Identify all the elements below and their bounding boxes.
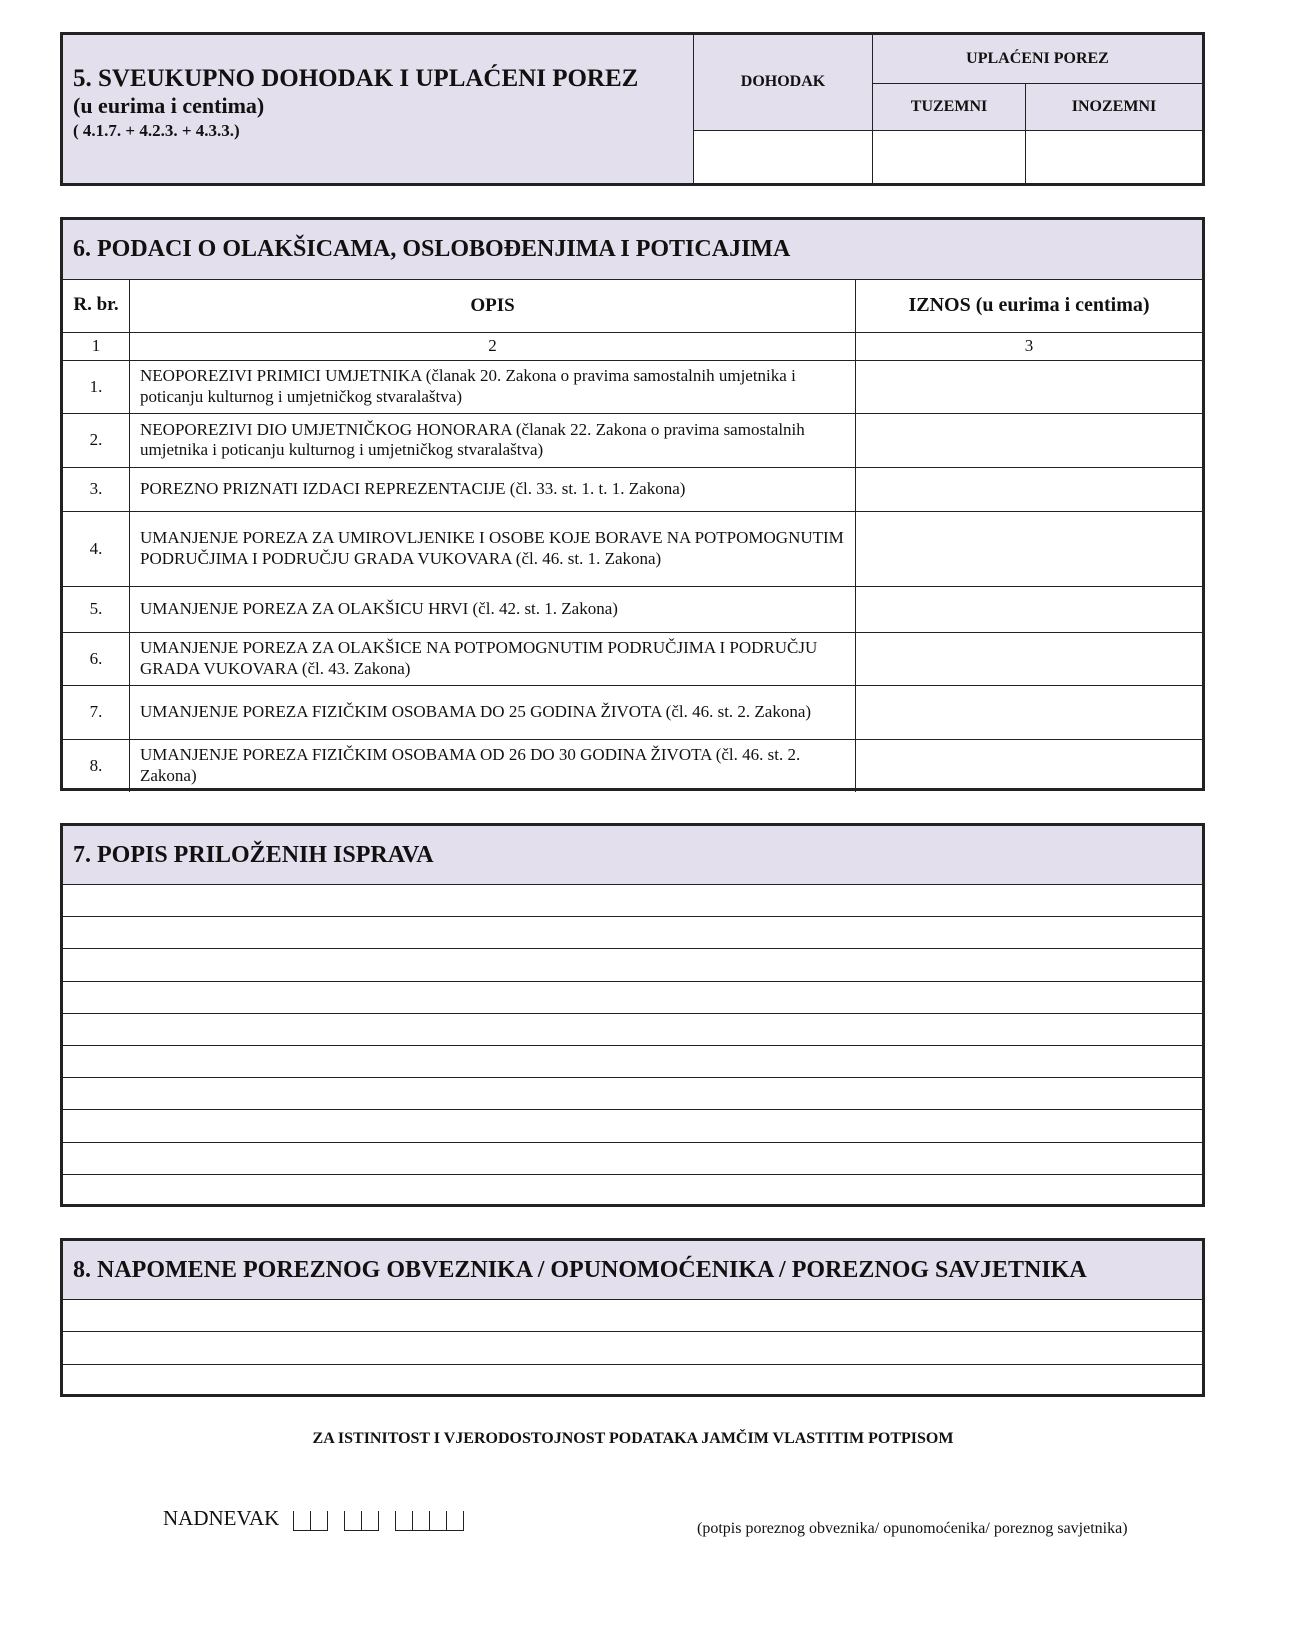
col-opis: OPIS: [130, 280, 856, 332]
date-digit-box[interactable]: [311, 1511, 328, 1531]
col-number: 2: [130, 332, 856, 360]
row-amount-input[interactable]: [856, 685, 1203, 739]
tuzemni-header: TUZEMNI: [873, 83, 1026, 130]
entry-line[interactable]: [63, 1300, 1202, 1332]
tuzemni-input[interactable]: [873, 130, 1026, 183]
entry-line[interactable]: [63, 1110, 1202, 1142]
section-5-subtitle: (u eurima i centima): [73, 93, 265, 118]
date-digit-box[interactable]: [294, 1511, 311, 1531]
row-description: UMANJENJE POREZA ZA OLAKŠICU HRVI (čl. 42. st. 1. Zakona): [130, 586, 856, 632]
row-number: 2.: [63, 413, 130, 467]
statement: ZA ISTINITOST I VJERODOSTOJNOST PODATAKA JAMČIM VLASTITIM POTPISOM: [312, 1430, 954, 1447]
dohodak-input[interactable]: [694, 130, 873, 183]
uplaceni-porez-header: UPLAĆENI POREZ: [873, 35, 1203, 83]
table-row: [63, 632, 1202, 685]
table-row: [63, 685, 1202, 739]
entry-line[interactable]: [63, 1332, 1202, 1364]
section-7-title: 7. POPIS PRILOŽENIH ISPRAVA: [63, 826, 1202, 885]
row-number: 4.: [63, 511, 130, 586]
table-row: [63, 586, 1202, 632]
section-5-formula: ( 4.1.7. + 4.2.3. + 4.3.3.): [73, 121, 240, 140]
row-amount-input[interactable]: [856, 586, 1203, 632]
row-amount-input[interactable]: [856, 511, 1203, 586]
section-5: [60, 32, 1205, 186]
row-number: 7.: [63, 685, 130, 739]
table-row: [63, 360, 1202, 413]
row-amount-input[interactable]: [856, 413, 1203, 467]
col-iznos: IZNOS (u eurima i centima): [856, 280, 1203, 332]
date-digit-box[interactable]: [345, 1511, 362, 1531]
date-input[interactable]: [293, 1511, 480, 1531]
date-row: [163, 1506, 480, 1531]
section-5-title: 5. SVEUKUPNO DOHODAK I UPLAĆENI POREZ: [73, 65, 639, 92]
entry-line[interactable]: [63, 949, 1202, 981]
signature-caption: (potpis poreznog obveznika/ opunomoćenika/ poreznog savjetnika): [697, 1520, 1128, 1537]
row-description: UMANJENJE POREZA ZA OLAKŠICE NA POTPOMOGNUTIM PODRUČJIMA I PODRUČJU GRADA VUKOVARA (čl. 43. Zakona): [130, 632, 856, 685]
row-number: 5.: [63, 586, 130, 632]
row-number: 6.: [63, 632, 130, 685]
inozemni-input[interactable]: [1026, 130, 1203, 183]
entry-line[interactable]: [63, 1143, 1202, 1175]
entry-line[interactable]: [63, 1365, 1202, 1397]
date-digit-box[interactable]: [413, 1511, 430, 1531]
date-label: NADNEVAK: [163, 1506, 280, 1530]
row-number: 8.: [63, 739, 130, 792]
date-digit-box[interactable]: [396, 1511, 413, 1531]
table-row: [63, 511, 1202, 586]
row-number: 3.: [63, 467, 130, 511]
entry-line[interactable]: [63, 1014, 1202, 1046]
section-6: [60, 217, 1205, 791]
row-number: 1.: [63, 360, 130, 413]
table-row: [63, 467, 1202, 511]
row-description: UMANJENJE POREZA ZA UMIROVLJENIKE I OSOBE KOJE BORAVE NA POTPOMOGNUTIM PODRUČJIMA I PODRUČJU GRADA VUKOVARA (čl. 46. st. 1. Zakona): [130, 511, 856, 586]
row-amount-input[interactable]: [856, 739, 1203, 792]
row-description: UMANJENJE POREZA FIZIČKIM OSOBAMA OD 26 DO 30 GODINA ŽIVOTA (čl. 46. st. 2. Zakona): [130, 739, 856, 792]
row-description: UMANJENJE POREZA FIZIČKIM OSOBAMA DO 25 GODINA ŽIVOTA (čl. 46. st. 2. Zakona): [130, 685, 856, 739]
entry-line[interactable]: [63, 885, 1202, 917]
row-description: NEOPOREZIVI DIO UMJETNIČKOG HONORARA (članak 22. Zakona o pravima samostalnih umjetnika i poticanju kulturnog i umjetničkog stvaralaštva): [130, 413, 856, 467]
entry-line[interactable]: [63, 1046, 1202, 1078]
row-description: NEOPOREZIVI PRIMICI UMJETNIKA (članak 20. Zakona o pravima samostalnih umjetnika i poticanju kulturnog i umjetničkog stvaralaštva): [130, 360, 856, 413]
section-8: [60, 1238, 1205, 1397]
row-amount-input[interactable]: [856, 467, 1203, 511]
date-digit-box[interactable]: [430, 1511, 447, 1531]
section-6-title: 6. PODACI O OLAKŠICAMA, OSLOBOĐENJIMA I POTICAJIMA: [63, 220, 1202, 280]
section-8-title: 8. NAPOMENE POREZNOG OBVEZNIKA / OPUNOMOĆENIKA / POREZNOG SAVJETNIKA: [63, 1241, 1202, 1300]
row-amount-input[interactable]: [856, 632, 1203, 685]
section-7: [60, 823, 1205, 1207]
table-row: [63, 739, 1202, 792]
row-amount-input[interactable]: [856, 360, 1203, 413]
row-description: POREZNO PRIZNATI IZDACI REPREZENTACIJE (čl. 33. st. 1. t. 1. Zakona): [130, 467, 856, 511]
dohodak-header: DOHODAK: [694, 35, 873, 130]
col-number: 3: [856, 332, 1203, 360]
table-row: [63, 413, 1202, 467]
col-rbr: R. br.: [63, 280, 130, 332]
entry-line[interactable]: [63, 1175, 1202, 1207]
col-number: 1: [63, 332, 130, 360]
entry-line[interactable]: [63, 982, 1202, 1014]
inozemni-header: INOZEMNI: [1026, 83, 1203, 130]
entry-line[interactable]: [63, 917, 1202, 949]
section-5-title-cell: [63, 35, 694, 183]
date-digit-box[interactable]: [447, 1511, 464, 1531]
date-digit-box[interactable]: [362, 1511, 379, 1531]
entry-line[interactable]: [63, 1078, 1202, 1110]
